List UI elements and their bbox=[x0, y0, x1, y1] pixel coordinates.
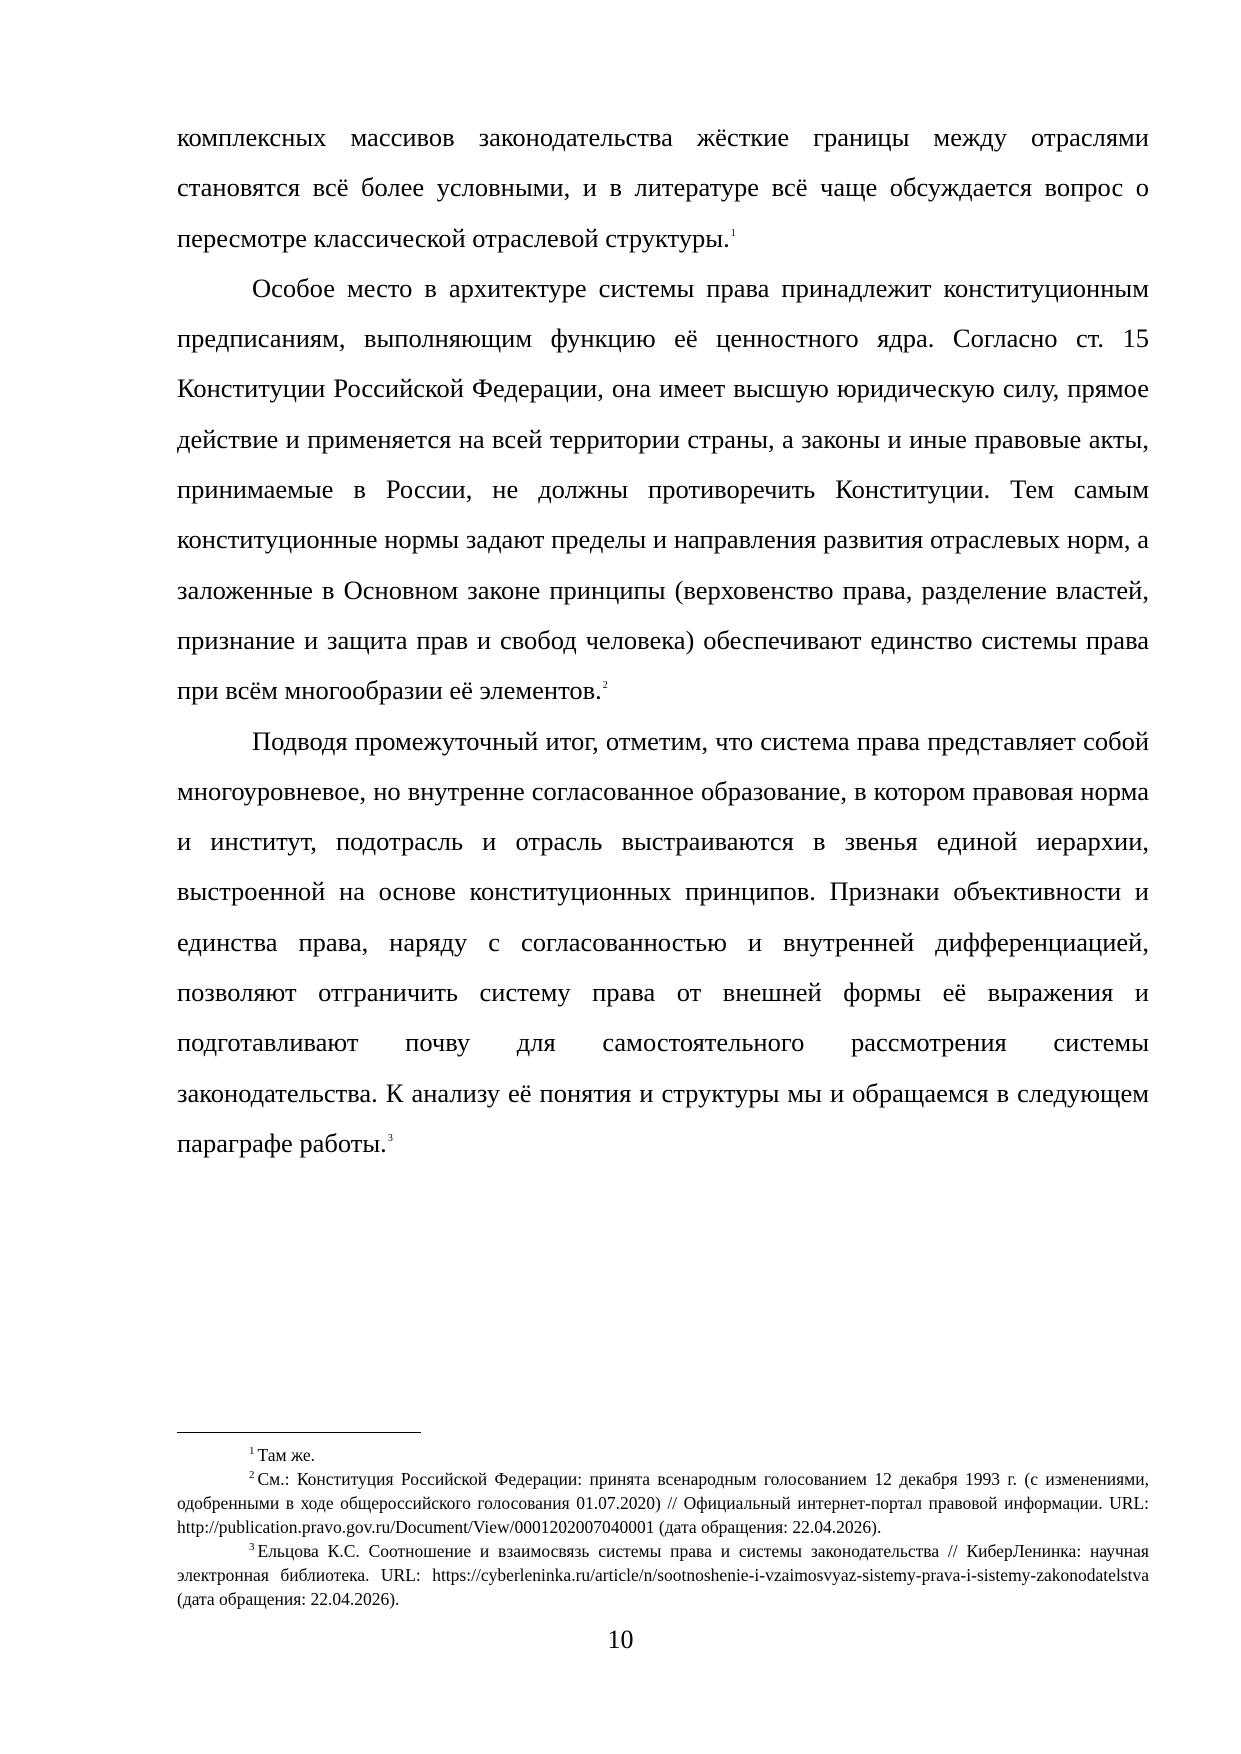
paragraph bbox=[177, 716, 1149, 1169]
page-number: 10 bbox=[607, 1625, 634, 1654]
footnote-reference: 2 bbox=[602, 680, 608, 692]
footnote-reference: 3 bbox=[387, 1132, 393, 1144]
footnote-text: Ельцова К.С. Соотношение и взаимосвязь системы права и системы законодательства // КиберЛенинка: научная электронная библиотека. URL: https://cyberleninka.ru/article/n/sootnoshenie-i-vzaimosvyaz-sistemy-prava-i-sistemy-zakonodatelstva (дата обращения: 22.04.2026). bbox=[177, 1541, 1149, 1609]
footnotes bbox=[177, 1443, 1149, 1611]
footnote-separator bbox=[177, 1432, 421, 1433]
footnote-text: См.: Конституция Российской Федерации: принята всенародным голосованием 12 декабря 1993 г. (с изменениями, одобренными в ходе общероссийского голосования 01.07.2020) // Официальный интернет-портал правовой информации. URL: http://publication.pravo.gov.ru/Document/View/0001202007040001 (дата обращения: 22.04.2026). bbox=[177, 1469, 1149, 1537]
footnote bbox=[177, 1443, 1149, 1467]
footnote-number: 3 bbox=[249, 1541, 255, 1553]
footnote bbox=[177, 1539, 1149, 1611]
footnote-number: 1 bbox=[249, 1445, 255, 1457]
paragraph-text: комплексных массивов законодательства жёсткие границы между отраслями становятся всё более условными, и в литературе всё чаще обсуждается вопрос о пересмотре классической отраслевой структуры. bbox=[177, 122, 1149, 253]
paragraph-text: Особое место в архитектуре системы права принадлежит конституционным предписаниям, выполняющим функцию её ценностного ядра. Согласно ст. 15 Конституции Российской Федерации, она имеет высшую юридическую силу, прямое действие и применяется на всей территории страны, а законы и иные правовые акты, принимаемые в России, не должны противоречить Конституции. Тем самым конституционные нормы задают пределы и направления развития отраслевых норм, а заложенные в Основном законе принципы (верховенство права, разделение властей, признание и защита прав и свобод человека) обеспечивают единство системы права при всём многообразии её элементов. bbox=[177, 272, 1149, 706]
footnote-number: 2 bbox=[249, 1469, 255, 1481]
paragraph bbox=[177, 263, 1149, 716]
paragraph-continuation bbox=[177, 112, 1149, 263]
footnote-text: Там же. bbox=[257, 1445, 315, 1465]
footnote-reference: 1 bbox=[730, 227, 736, 239]
body-text bbox=[177, 112, 1149, 1168]
footnote bbox=[177, 1467, 1149, 1539]
paragraph-text: Подводя промежуточный итог, отметим, что система права представляет собой многоуровневое, но внутренне согласованное образование, в котором правовая норма и институт, подотрасль и отрасль выстраиваются в звенья единой иерархии, выстроенной на основе конституционных принципов. Признаки объективности и единства права, наряду с согласованностью и внутренней дифференциацией, позволяют отграничить систему права от внешней формы её выражения и подготавливают почву для самостоятельного рассмотрения системы законодательства. К анализу её понятия и структуры мы и обращаемся в следующем параграфе работы. bbox=[177, 725, 1149, 1158]
